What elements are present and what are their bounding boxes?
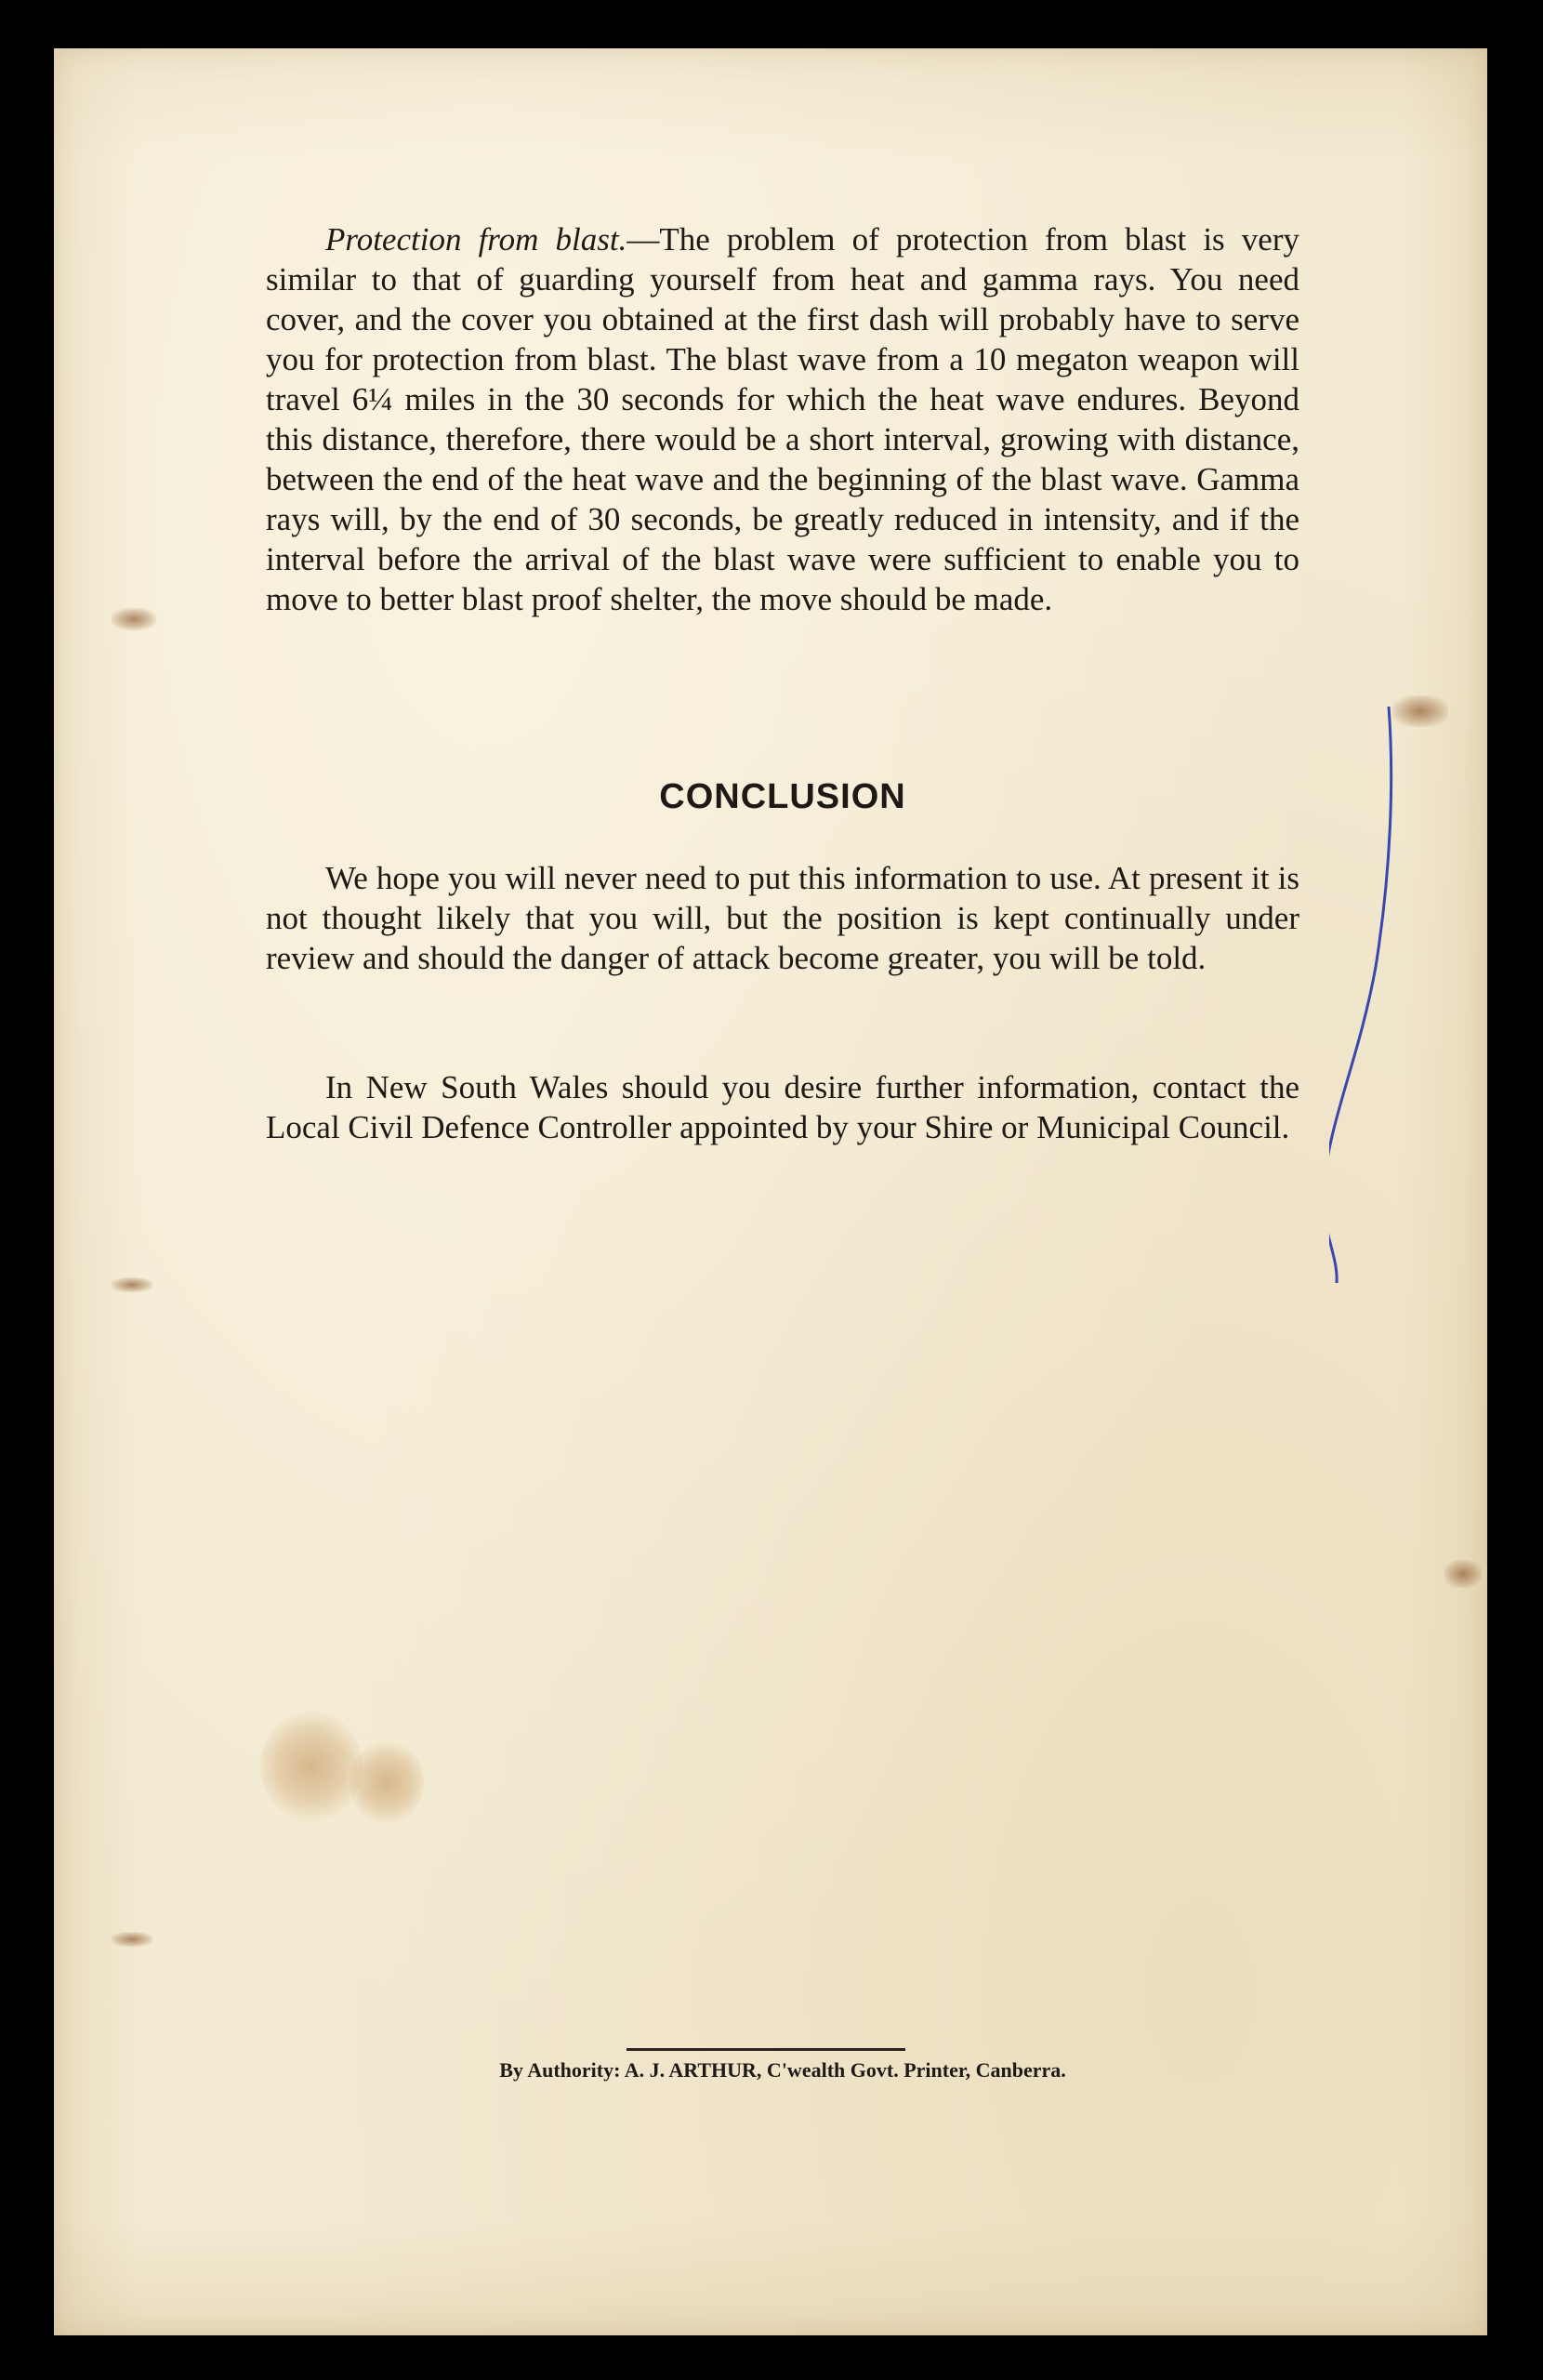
conclusion-paragraph-2-block [266,1067,1299,1147]
water-stain-large [260,1711,363,1822]
printer-imprint: By Authority: A. J. ARTHUR, C'wealth Govt. Printer, Canberra. [499,2058,1066,2082]
conclusion-heading: CONCLUSION [659,777,906,816]
conclusion-paragraph-1-block [266,858,1299,978]
paper-speck-2 [112,1277,152,1292]
paper-speck-5 [1444,1560,1482,1588]
blast-protection-section [266,219,1299,619]
water-stain-small [349,1740,424,1824]
blast-protection-body: —The problem of protection from blast is very similar to that of guarding yourself from heat and gamma rays. You need cover, and the cover you obtained at the first dash will probably have to serve you for protection from blast. The blast wave from a 10 megaton weapon will travel 6¼ miles in the 30 seconds for which the heat wave endures. Beyond this distance, therefore, there would be a short interval, growing with distance, between the end of the heat wave and the beginning of the blast wave. Gamma rays will, by the end of 30 seconds, be greatly reduced in intensity, and if the interval before the arrival of the blast wave were sufficient to enable you to move to better blast proof shelter, the move should be made. [266,221,1299,617]
pen-margin-mark [1329,707,1404,1283]
conclusion-paragraph-2: In New South Wales should you desire further information, contact the Local Civil Defence Controller appointed by your Shire or Municipal Council. [266,1069,1299,1145]
paper-speck-1 [112,608,156,630]
blast-protection-paragraph [266,219,1299,619]
imprint-rule [626,2048,905,2051]
conclusion-paragraph-1: We hope you will never need to put this information to use. At present it is not thought likely that you will, but the position is kept continually under review and should the danger of attack become greater, you will be told. [266,860,1299,976]
blast-protection-lead-in: Protection from blast. [325,221,627,258]
paper-speck-3 [112,1932,152,1947]
